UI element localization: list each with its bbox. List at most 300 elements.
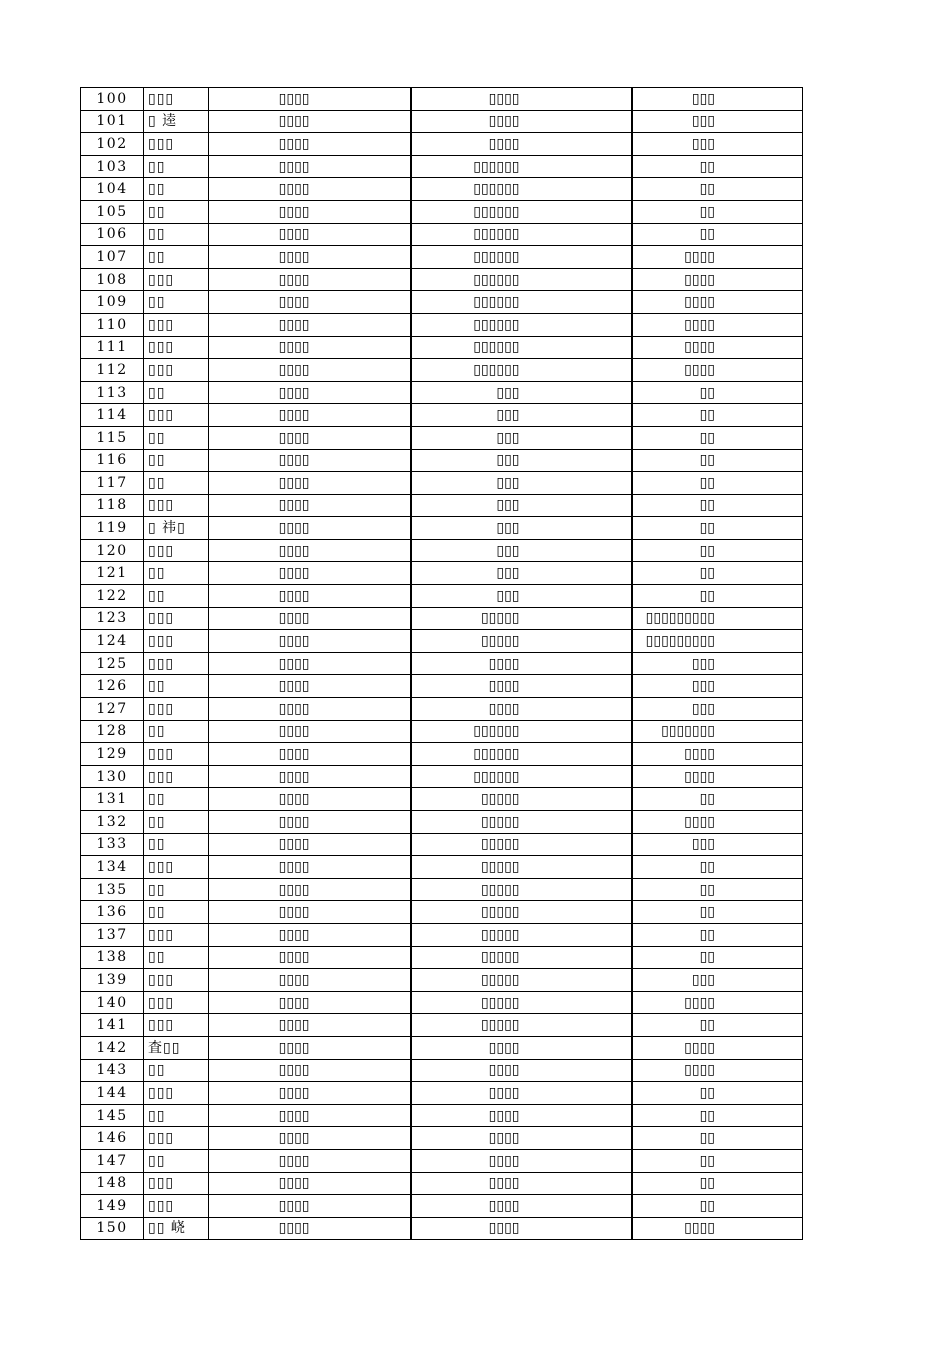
row-number-cell: 121 — [81, 562, 144, 585]
name-cell: ▯▯ — [144, 426, 209, 449]
name-cell: ▯▯▯ — [144, 923, 209, 946]
column-a-cell: ▯▯▯▯ — [209, 517, 411, 540]
table-row — [81, 1195, 803, 1218]
column-c-cell: ▯▯▯ — [632, 652, 803, 675]
column-c-cell: ▯▯▯ — [632, 133, 803, 156]
name-cell: ▯▯ — [144, 291, 209, 314]
column-b-cell: ▯▯▯▯▯▯ — [411, 765, 632, 788]
name-cell: ▯▯▯ — [144, 630, 209, 653]
column-c-cell: ▯▯ — [632, 923, 803, 946]
name-cell: ▯▯▯ — [144, 1082, 209, 1105]
name-cell: ▯▯ — [144, 833, 209, 856]
table-row — [81, 811, 803, 834]
row-number-cell: 102 — [81, 133, 144, 156]
table-row — [81, 1104, 803, 1127]
table-row — [81, 720, 803, 743]
column-a-cell: ▯▯▯▯ — [209, 110, 411, 133]
column-b-cell: ▯▯▯ — [411, 449, 632, 472]
row-number-cell: 132 — [81, 811, 144, 834]
column-a-cell: ▯▯▯▯ — [209, 200, 411, 223]
name-cell: ▯ 祎▯ — [144, 517, 209, 540]
column-b-cell: ▯▯▯ — [411, 381, 632, 404]
column-c-cell: ▯▯▯▯ — [632, 743, 803, 766]
column-a-cell: ▯▯▯▯ — [209, 607, 411, 630]
column-a-cell: ▯▯▯▯ — [209, 313, 411, 336]
column-b-cell: ▯▯▯▯ — [411, 1127, 632, 1150]
column-b-cell: ▯▯▯▯ — [411, 1217, 632, 1240]
row-number-cell: 143 — [81, 1059, 144, 1082]
column-c-cell: ▯▯▯ — [632, 110, 803, 133]
row-number-cell: 108 — [81, 268, 144, 291]
column-b-cell: ▯▯▯▯ — [411, 1172, 632, 1195]
table-row — [81, 878, 803, 901]
column-a-cell: ▯▯▯▯ — [209, 472, 411, 495]
name-cell: ▯▯▯ — [144, 1172, 209, 1195]
row-number-cell: 104 — [81, 178, 144, 201]
row-number-cell: 119 — [81, 517, 144, 540]
table-row — [81, 494, 803, 517]
row-number-cell: 109 — [81, 291, 144, 314]
column-c-cell: ▯▯ — [632, 946, 803, 969]
row-number-cell: 115 — [81, 426, 144, 449]
name-cell: ▯▯ — [144, 946, 209, 969]
table-row — [81, 1172, 803, 1195]
name-cell: ▯▯ — [144, 720, 209, 743]
column-c-cell: ▯▯ — [632, 878, 803, 901]
column-c-cell: ▯▯ — [632, 449, 803, 472]
name-cell: ▯▯ — [144, 381, 209, 404]
row-number-cell: 149 — [81, 1195, 144, 1218]
column-b-cell: ▯▯▯▯ — [411, 1149, 632, 1172]
column-a-cell: ▯▯▯▯ — [209, 381, 411, 404]
row-number-cell: 106 — [81, 223, 144, 246]
column-b-cell: ▯▯▯▯ — [411, 88, 632, 111]
table-row — [81, 200, 803, 223]
column-a-cell: ▯▯▯▯ — [209, 449, 411, 472]
column-a-cell: ▯▯▯▯ — [209, 698, 411, 721]
column-c-cell: ▯▯▯ — [632, 969, 803, 992]
name-cell: ▯▯▯ — [144, 88, 209, 111]
column-c-cell: ▯▯ — [632, 223, 803, 246]
column-a-cell: ▯▯▯▯ — [209, 720, 411, 743]
table-row — [81, 630, 803, 653]
name-cell: ▯▯ 峣 — [144, 1217, 209, 1240]
column-b-cell: ▯▯▯▯ — [411, 1059, 632, 1082]
row-number-cell: 112 — [81, 359, 144, 382]
column-c-cell: ▯▯▯ — [632, 833, 803, 856]
column-b-cell: ▯▯▯▯▯▯ — [411, 359, 632, 382]
column-a-cell: ▯▯▯▯ — [209, 878, 411, 901]
name-cell: ▯▯ — [144, 675, 209, 698]
row-number-cell: 137 — [81, 923, 144, 946]
row-number-cell: 123 — [81, 607, 144, 630]
row-number-cell: 125 — [81, 652, 144, 675]
column-b-cell: ▯▯▯▯▯ — [411, 788, 632, 811]
column-a-cell: ▯▯▯▯ — [209, 1036, 411, 1059]
column-b-cell: ▯▯▯▯▯▯ — [411, 223, 632, 246]
row-number-cell: 150 — [81, 1217, 144, 1240]
table-row — [81, 991, 803, 1014]
column-c-cell: ▯▯▯▯ — [632, 246, 803, 269]
column-a-cell: ▯▯▯▯ — [209, 426, 411, 449]
row-number-cell: 146 — [81, 1127, 144, 1150]
table-row — [81, 969, 803, 992]
table-row — [81, 833, 803, 856]
column-c-cell: ▯▯▯▯▯▯▯▯▯ — [632, 607, 803, 630]
name-cell: ▯▯ — [144, 449, 209, 472]
column-b-cell: ▯▯▯▯▯▯ — [411, 155, 632, 178]
row-number-cell: 120 — [81, 539, 144, 562]
row-number-cell: 117 — [81, 472, 144, 495]
column-a-cell: ▯▯▯▯ — [209, 1127, 411, 1150]
name-cell: ▯▯▯ — [144, 336, 209, 359]
name-cell: ▯▯▯ — [144, 969, 209, 992]
table-row — [81, 607, 803, 630]
table-row — [81, 223, 803, 246]
name-cell: ▯▯▯ — [144, 856, 209, 879]
column-a-cell: ▯▯▯▯ — [209, 630, 411, 653]
column-c-cell: ▯▯▯▯▯▯▯ — [632, 720, 803, 743]
table-row — [81, 291, 803, 314]
roster-table-body — [81, 88, 803, 1240]
column-b-cell: ▯▯▯ — [411, 517, 632, 540]
column-a-cell: ▯▯▯▯ — [209, 1172, 411, 1195]
column-c-cell: ▯▯ — [632, 472, 803, 495]
row-number-cell: 116 — [81, 449, 144, 472]
table-row — [81, 133, 803, 156]
table-row — [81, 585, 803, 608]
column-a-cell: ▯▯▯▯ — [209, 788, 411, 811]
column-b-cell: ▯▯▯▯▯▯ — [411, 743, 632, 766]
row-number-cell: 124 — [81, 630, 144, 653]
column-c-cell: ▯▯ — [632, 585, 803, 608]
table-row — [81, 698, 803, 721]
column-c-cell: ▯▯▯▯ — [632, 1059, 803, 1082]
table-row — [81, 449, 803, 472]
column-c-cell: ▯▯ — [632, 562, 803, 585]
column-a-cell: ▯▯▯▯ — [209, 88, 411, 111]
row-number-cell: 107 — [81, 246, 144, 269]
name-cell: ▯▯ — [144, 223, 209, 246]
column-c-cell: ▯▯ — [632, 155, 803, 178]
column-c-cell: ▯▯ — [632, 1195, 803, 1218]
column-a-cell: ▯▯▯▯ — [209, 743, 411, 766]
row-number-cell: 129 — [81, 743, 144, 766]
column-b-cell: ▯▯▯▯▯▯ — [411, 720, 632, 743]
column-a-cell: ▯▯▯▯ — [209, 765, 411, 788]
column-c-cell: ▯▯▯▯ — [632, 1036, 803, 1059]
name-cell: ▯▯▯ — [144, 607, 209, 630]
column-a-cell: ▯▯▯▯ — [209, 856, 411, 879]
row-number-cell: 133 — [81, 833, 144, 856]
column-b-cell: ▯▯▯▯ — [411, 698, 632, 721]
column-c-cell: ▯▯ — [632, 426, 803, 449]
table-row — [81, 856, 803, 879]
column-c-cell: ▯▯▯▯ — [632, 268, 803, 291]
column-c-cell: ▯▯ — [632, 1104, 803, 1127]
table-row — [81, 901, 803, 924]
table-row — [81, 788, 803, 811]
column-b-cell: ▯▯▯▯▯ — [411, 856, 632, 879]
column-a-cell: ▯▯▯▯ — [209, 133, 411, 156]
column-a-cell: ▯▯▯▯ — [209, 1059, 411, 1082]
column-c-cell: ▯▯▯ — [632, 88, 803, 111]
row-number-cell: 134 — [81, 856, 144, 879]
table-row — [81, 404, 803, 427]
column-c-cell: ▯▯ — [632, 539, 803, 562]
row-number-cell: 138 — [81, 946, 144, 969]
column-a-cell: ▯▯▯▯ — [209, 833, 411, 856]
table-row — [81, 743, 803, 766]
column-b-cell: ▯▯▯▯▯▯ — [411, 200, 632, 223]
column-b-cell: ▯▯▯▯ — [411, 1104, 632, 1127]
name-cell: ▯▯▯ — [144, 359, 209, 382]
name-cell: ▯ 逵 — [144, 110, 209, 133]
row-number-cell: 111 — [81, 336, 144, 359]
name-cell: ▯▯▯ — [144, 494, 209, 517]
table-row — [81, 110, 803, 133]
name-cell: ▯▯ — [144, 1059, 209, 1082]
table-row — [81, 313, 803, 336]
name-cell: ▯▯ — [144, 788, 209, 811]
column-b-cell: ▯▯▯▯ — [411, 110, 632, 133]
column-b-cell: ▯▯▯▯▯ — [411, 811, 632, 834]
name-cell: ▯▯ — [144, 811, 209, 834]
column-a-cell: ▯▯▯▯ — [209, 336, 411, 359]
name-cell: ▯▯▯ — [144, 1014, 209, 1037]
table-row — [81, 923, 803, 946]
name-cell: ▯▯ — [144, 200, 209, 223]
row-number-cell: 144 — [81, 1082, 144, 1105]
name-cell: ▯▯▯ — [144, 313, 209, 336]
column-b-cell: ▯▯▯▯▯▯ — [411, 246, 632, 269]
column-c-cell: ▯▯▯▯ — [632, 336, 803, 359]
column-c-cell: ▯▯▯▯▯▯▯▯▯ — [632, 630, 803, 653]
column-a-cell: ▯▯▯▯ — [209, 1104, 411, 1127]
table-row — [81, 472, 803, 495]
column-c-cell: ▯▯ — [632, 901, 803, 924]
row-number-cell: 100 — [81, 88, 144, 111]
name-cell: ▯▯▯ — [144, 1195, 209, 1218]
column-c-cell: ▯▯ — [632, 856, 803, 879]
column-a-cell: ▯▯▯▯ — [209, 178, 411, 201]
row-number-cell: 147 — [81, 1149, 144, 1172]
column-b-cell: ▯▯▯▯▯▯ — [411, 268, 632, 291]
column-a-cell: ▯▯▯▯ — [209, 585, 411, 608]
column-b-cell: ▯▯▯ — [411, 426, 632, 449]
column-a-cell: ▯▯▯▯ — [209, 291, 411, 314]
row-number-cell: 135 — [81, 878, 144, 901]
column-b-cell: ▯▯▯▯▯ — [411, 901, 632, 924]
column-b-cell: ▯▯▯▯ — [411, 133, 632, 156]
name-cell: ▯▯ — [144, 562, 209, 585]
column-b-cell: ▯▯▯ — [411, 539, 632, 562]
table-row — [81, 1082, 803, 1105]
column-a-cell: ▯▯▯▯ — [209, 155, 411, 178]
row-number-cell: 139 — [81, 969, 144, 992]
column-b-cell: ▯▯▯▯▯ — [411, 923, 632, 946]
name-cell: ▯▯ — [144, 178, 209, 201]
column-a-cell: ▯▯▯▯ — [209, 1149, 411, 1172]
table-row — [81, 178, 803, 201]
column-b-cell: ▯▯▯▯▯ — [411, 969, 632, 992]
row-number-cell: 103 — [81, 155, 144, 178]
column-c-cell: ▯▯▯ — [632, 675, 803, 698]
name-cell: ▯▯ — [144, 878, 209, 901]
column-c-cell: ▯▯▯▯ — [632, 811, 803, 834]
column-a-cell: ▯▯▯▯ — [209, 359, 411, 382]
column-b-cell: ▯▯▯▯▯ — [411, 991, 632, 1014]
column-c-cell: ▯▯ — [632, 1082, 803, 1105]
column-a-cell: ▯▯▯▯ — [209, 539, 411, 562]
table-row — [81, 1217, 803, 1240]
column-c-cell: ▯▯ — [632, 1149, 803, 1172]
column-a-cell: ▯▯▯▯ — [209, 811, 411, 834]
row-number-cell: 142 — [81, 1036, 144, 1059]
column-b-cell: ▯▯▯▯▯▯ — [411, 313, 632, 336]
table-row — [81, 946, 803, 969]
table-row — [81, 765, 803, 788]
column-b-cell: ▯▯▯ — [411, 585, 632, 608]
row-number-cell: 126 — [81, 675, 144, 698]
table-row — [81, 1059, 803, 1082]
column-a-cell: ▯▯▯▯ — [209, 562, 411, 585]
column-c-cell: ▯▯ — [632, 494, 803, 517]
column-a-cell: ▯▯▯▯ — [209, 268, 411, 291]
row-number-cell: 145 — [81, 1104, 144, 1127]
column-a-cell: ▯▯▯▯ — [209, 404, 411, 427]
column-c-cell: ▯▯▯▯ — [632, 765, 803, 788]
column-c-cell: ▯▯ — [632, 200, 803, 223]
row-number-cell: 114 — [81, 404, 144, 427]
column-b-cell: ▯▯▯▯▯▯ — [411, 336, 632, 359]
row-number-cell: 101 — [81, 110, 144, 133]
row-number-cell: 127 — [81, 698, 144, 721]
column-b-cell: ▯▯▯▯▯ — [411, 946, 632, 969]
table-row — [81, 268, 803, 291]
table-row — [81, 1149, 803, 1172]
name-cell: ▯▯ — [144, 901, 209, 924]
table-row — [81, 1014, 803, 1037]
row-number-cell: 141 — [81, 1014, 144, 1037]
column-c-cell: ▯▯▯▯ — [632, 313, 803, 336]
column-c-cell: ▯▯ — [632, 404, 803, 427]
column-a-cell: ▯▯▯▯ — [209, 901, 411, 924]
column-b-cell: ▯▯▯▯ — [411, 652, 632, 675]
row-number-cell: 122 — [81, 585, 144, 608]
name-cell: ▯▯▯ — [144, 991, 209, 1014]
column-b-cell: ▯▯▯ — [411, 472, 632, 495]
column-a-cell: ▯▯▯▯ — [209, 969, 411, 992]
column-c-cell: ▯▯▯▯ — [632, 359, 803, 382]
column-a-cell: ▯▯▯▯ — [209, 1195, 411, 1218]
row-number-cell: 136 — [81, 901, 144, 924]
row-number-cell: 113 — [81, 381, 144, 404]
column-b-cell: ▯▯▯▯▯ — [411, 630, 632, 653]
row-number-cell: 130 — [81, 765, 144, 788]
column-a-cell: ▯▯▯▯ — [209, 1217, 411, 1240]
column-a-cell: ▯▯▯▯ — [209, 1014, 411, 1037]
column-a-cell: ▯▯▯▯ — [209, 494, 411, 517]
name-cell: ▯▯▯ — [144, 404, 209, 427]
name-cell: ▯▯▯ — [144, 698, 209, 721]
table-row — [81, 1036, 803, 1059]
column-a-cell: ▯▯▯▯ — [209, 991, 411, 1014]
row-number-cell: 131 — [81, 788, 144, 811]
name-cell: ▯▯ — [144, 1104, 209, 1127]
name-cell: ▯▯▯ — [144, 268, 209, 291]
column-b-cell: ▯▯▯ — [411, 494, 632, 517]
column-a-cell: ▯▯▯▯ — [209, 923, 411, 946]
column-b-cell: ▯▯▯▯▯ — [411, 833, 632, 856]
column-a-cell: ▯▯▯▯ — [209, 675, 411, 698]
column-b-cell: ▯▯▯▯▯ — [411, 878, 632, 901]
column-c-cell: ▯▯ — [632, 788, 803, 811]
name-cell: ▯▯ — [144, 585, 209, 608]
column-c-cell: ▯▯▯▯ — [632, 291, 803, 314]
column-b-cell: ▯▯▯▯▯▯ — [411, 178, 632, 201]
name-cell: 査▯▯ — [144, 1036, 209, 1059]
column-b-cell: ▯▯▯ — [411, 404, 632, 427]
column-c-cell: ▯▯▯ — [632, 698, 803, 721]
table-row — [81, 88, 803, 111]
column-a-cell: ▯▯▯▯ — [209, 246, 411, 269]
table-row — [81, 381, 803, 404]
row-number-cell: 118 — [81, 494, 144, 517]
row-number-cell: 128 — [81, 720, 144, 743]
column-c-cell: ▯▯ — [632, 381, 803, 404]
column-c-cell: ▯▯ — [632, 1014, 803, 1037]
column-c-cell: ▯▯▯▯ — [632, 991, 803, 1014]
column-c-cell: ▯▯▯▯ — [632, 1217, 803, 1240]
table-row — [81, 652, 803, 675]
column-b-cell: ▯▯▯▯ — [411, 675, 632, 698]
row-number-cell: 110 — [81, 313, 144, 336]
column-b-cell: ▯▯▯▯▯ — [411, 1014, 632, 1037]
column-c-cell: ▯▯ — [632, 178, 803, 201]
roster-table — [80, 87, 803, 1240]
name-cell: ▯▯▯ — [144, 1127, 209, 1150]
column-b-cell: ▯▯▯▯ — [411, 1082, 632, 1105]
table-row — [81, 675, 803, 698]
name-cell: ▯▯ — [144, 155, 209, 178]
name-cell: ▯▯▯ — [144, 652, 209, 675]
column-b-cell: ▯▯▯▯▯▯ — [411, 291, 632, 314]
name-cell: ▯▯ — [144, 246, 209, 269]
row-number-cell: 140 — [81, 991, 144, 1014]
name-cell: ▯▯ — [144, 472, 209, 495]
column-c-cell: ▯▯ — [632, 517, 803, 540]
column-b-cell: ▯▯▯▯ — [411, 1036, 632, 1059]
column-b-cell: ▯▯▯ — [411, 562, 632, 585]
table-row — [81, 539, 803, 562]
name-cell: ▯▯▯ — [144, 539, 209, 562]
row-number-cell: 148 — [81, 1172, 144, 1195]
name-cell: ▯▯▯ — [144, 765, 209, 788]
name-cell: ▯▯▯ — [144, 743, 209, 766]
column-b-cell: ▯▯▯▯ — [411, 1195, 632, 1218]
row-number-cell: 105 — [81, 200, 144, 223]
column-a-cell: ▯▯▯▯ — [209, 652, 411, 675]
column-a-cell: ▯▯▯▯ — [209, 1082, 411, 1105]
table-row — [81, 562, 803, 585]
table-row — [81, 155, 803, 178]
column-b-cell: ▯▯▯▯▯ — [411, 607, 632, 630]
column-a-cell: ▯▯▯▯ — [209, 223, 411, 246]
table-row — [81, 336, 803, 359]
table-row — [81, 517, 803, 540]
table-row — [81, 426, 803, 449]
